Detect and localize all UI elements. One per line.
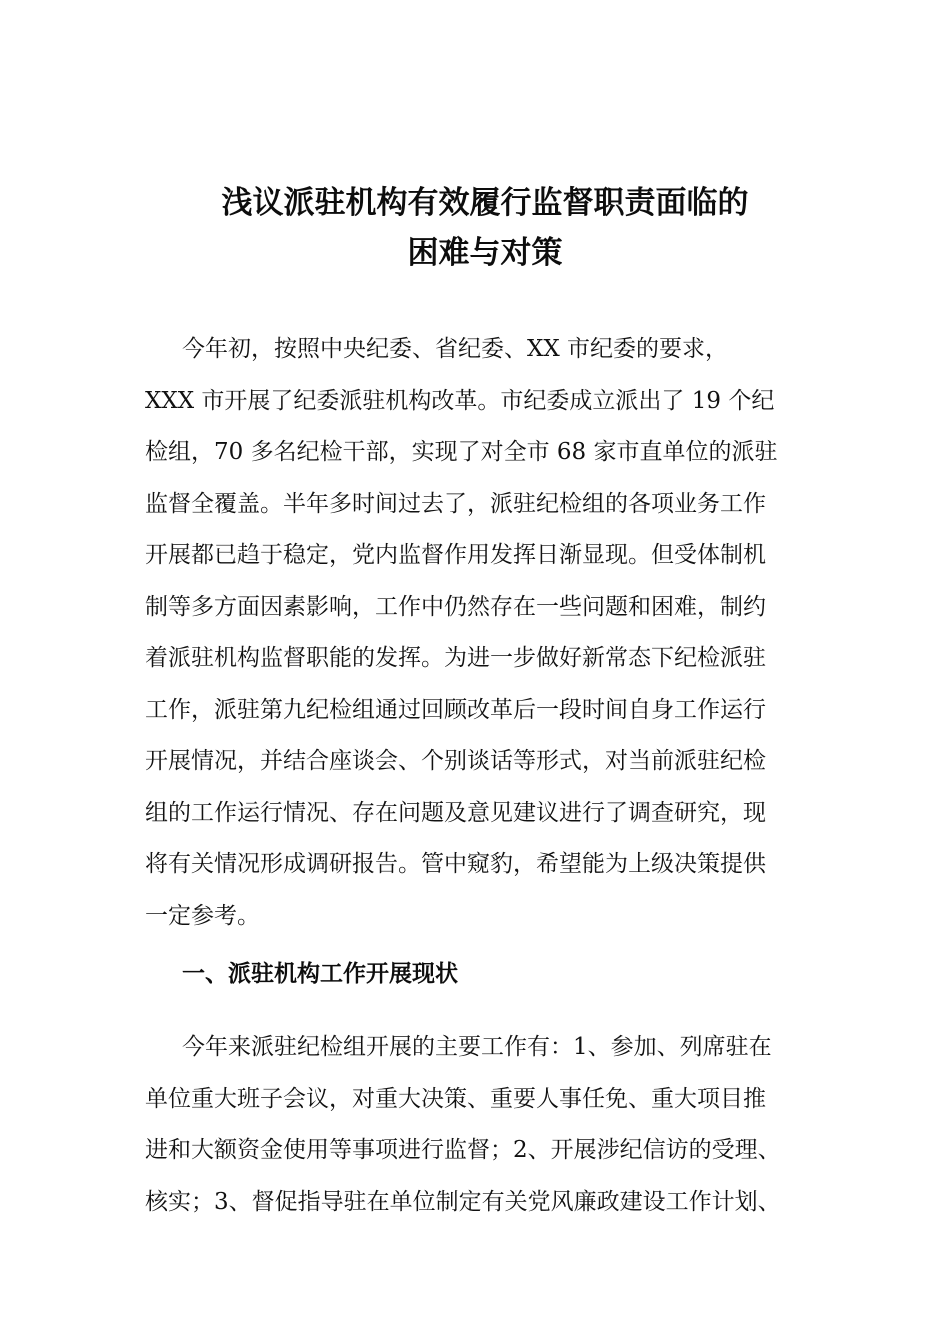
section-paragraph [145,1022,795,1228]
paragraph-line: 检组，70 多名纪检干部，实现了对全市 68 家市直单位的派驻 [145,439,778,465]
paragraph-line: 进和大额资金使用等事项进行监督；2、开展涉纪信访的受理、 [145,1137,781,1163]
paragraph-line: 今年来派驻纪检组开展的主要工作有：1、参加、列席驻在 [182,1034,772,1060]
paragraph-line: 开展都已趋于稳定，党内监督作用发挥日渐显现。但受体制机 [145,542,766,568]
paragraph-line: 核实；3、督促指导驻在单位制定有关党风廉政建设工作计划、 [145,1188,781,1215]
paragraph-line: 制等多方面因素影响，工作中仍然存在一些问题和困难，制约 [145,593,766,620]
intro-paragraph [145,324,795,942]
title-line-2: 困难与对策 [407,235,563,271]
section-heading: 一、派驻机构工作开展现状 [182,961,458,987]
paragraph-line: 开展情况，并结合座谈会、个别谈话等形式，对当前派驻纪检 [145,748,766,774]
paragraph-line: 工作，派驻第九纪检组通过回顾改革后一段时间自身工作运行 [145,696,766,723]
paragraph-line: XXX 市开展了纪委派驻机构改革。市纪委成立派出了 19 个纪 [145,387,775,414]
paragraph-line: 今年初，按照中央纪委、省纪委、XX 市纪委的要求， [182,336,729,362]
paragraph-line: 组的工作运行情况、存在问题及意见建议进行了调查研究，现 [145,799,766,826]
paragraph-line: 单位重大班子会议，对重大决策、重要人事任免、重大项目推 [145,1085,766,1112]
paragraph-line: 着派驻机构监督职能的发挥。为进一步做好新常态下纪检派驻 [145,645,766,671]
paragraph-line: 将有关情况形成调研报告。管中窥豹，希望能为上级决策提供 [145,851,766,877]
paragraph-line: 监督全覆盖。半年多时间过去了，派驻纪检组的各项业务工作 [145,490,766,517]
document-title [140,178,830,278]
paragraph-line: 一定参考。 [145,902,260,929]
title-line-1: 浅议派驻机构有效履行监督职责面临的 [221,185,749,221]
